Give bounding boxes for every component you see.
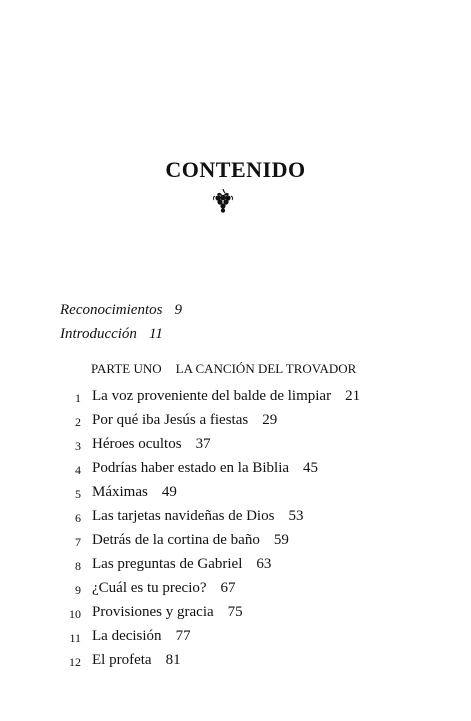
- chapter-page: 59: [273, 532, 289, 548]
- toc-row: [0, 460, 471, 480]
- toc-row: [0, 652, 471, 672]
- front-matter-item-introduccion: [60, 326, 163, 343]
- chapter-title: Podrías haber estado en la Biblia: [92, 460, 290, 476]
- chapter-title: La voz proveniente del balde de limpiar: [92, 388, 332, 404]
- chapter-number: 4: [75, 463, 81, 477]
- chapter-number: 8: [75, 559, 81, 573]
- front-matter-label: Reconocimientos: [60, 302, 163, 318]
- chapter-page: 75: [227, 604, 243, 620]
- chapter-page: 67: [220, 580, 236, 596]
- toc-row: [0, 532, 471, 552]
- toc-row: [0, 412, 471, 432]
- chapter-page: 21: [345, 388, 361, 404]
- chapter-page: 45: [303, 460, 319, 476]
- chapter-number: 6: [75, 511, 81, 525]
- page-title: CONTENIDO: [165, 157, 306, 182]
- chapter-title: Héroes ocultos: [92, 436, 182, 452]
- front-matter-label: Introducción: [60, 326, 137, 342]
- chapter-number: 11: [69, 631, 81, 645]
- toc-row: [0, 484, 471, 504]
- chapter-title: La decisión: [92, 628, 162, 644]
- chapter-page: 53: [288, 508, 304, 524]
- toc-row: [0, 508, 471, 528]
- chapter-title: Provisiones y gracia: [92, 604, 214, 620]
- toc-row: [0, 436, 471, 456]
- toc-row: [0, 580, 471, 600]
- part-label: PARTE UNO: [91, 361, 162, 376]
- chapter-title: Detrás de la cortina de baño: [92, 532, 260, 548]
- toc-row: [0, 388, 471, 408]
- chapter-number: 12: [69, 655, 81, 669]
- chapter-title: Las tarjetas navideñas de Dios: [92, 508, 275, 524]
- grape-cluster-ornament-icon: [211, 189, 235, 215]
- chapter-number: 3: [75, 439, 81, 453]
- chapter-title: El profeta: [92, 652, 152, 668]
- chapter-page: 37: [195, 436, 211, 452]
- front-matter-page: 9: [174, 302, 182, 318]
- part-heading: [91, 361, 356, 377]
- chapter-page: 49: [161, 484, 177, 500]
- chapter-title: ¿Cuál es tu precio?: [92, 580, 207, 596]
- chapter-page: 63: [256, 556, 272, 572]
- chapter-title: Máximas: [92, 484, 148, 500]
- chapter-number: 1: [75, 391, 81, 405]
- toc-row: [0, 628, 471, 648]
- chapter-number: 2: [75, 415, 81, 429]
- chapter-page: 29: [262, 412, 278, 428]
- part-title: LA CANCIÓN DEL TROVADOR: [175, 361, 357, 376]
- front-matter-page: 11: [148, 326, 163, 342]
- chapter-page: 81: [165, 652, 181, 668]
- chapter-number: 9: [75, 583, 81, 597]
- toc-row: [0, 604, 471, 624]
- chapter-number: 5: [75, 487, 81, 501]
- front-matter-item-reconocimientos: [60, 302, 182, 319]
- chapter-title: Por qué iba Jesús a fiestas: [92, 412, 249, 428]
- toc-row: [0, 556, 471, 576]
- chapter-number: 7: [75, 535, 81, 549]
- chapter-page: 77: [175, 628, 191, 644]
- chapter-number: 10: [69, 607, 81, 621]
- chapter-title: Las preguntas de Gabriel: [92, 556, 243, 572]
